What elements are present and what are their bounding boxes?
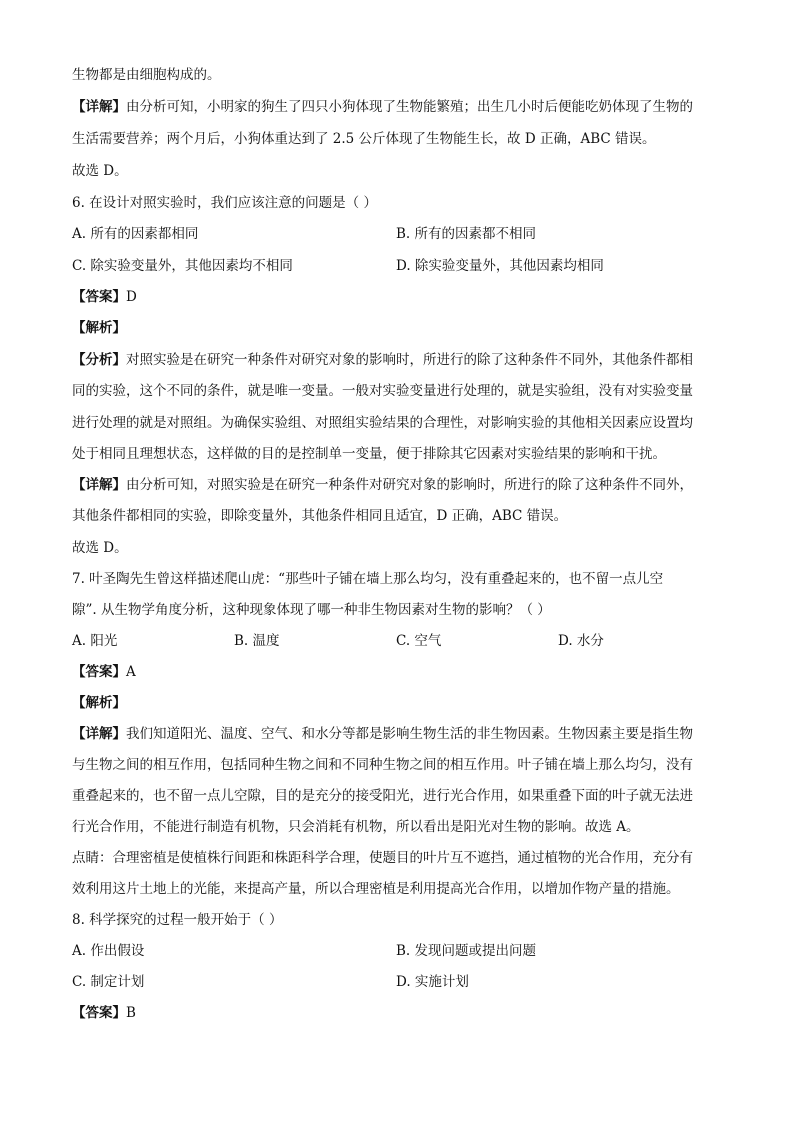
detail-tag: 【详解】 [72,99,126,115]
q6-xiangjie [72,475,693,495]
answer-value: B [126,1005,136,1021]
q6-option-d: D. 除实验变量外，其他因素均相同 [396,258,604,274]
q6-option-c: C. 除实验变量外，其他因素均不相同 [72,258,293,274]
q8-answer [72,1003,136,1023]
question-8: 8. 科学探究的过程一般开始于（ ） [72,912,283,928]
q6-option-b: B. 所有的因素都不相同 [396,226,537,242]
text-span: 由分析可知，对照实验是在研究一种条件对研究对象的影响时，所进行的除了这种条件不同外， [126,477,693,493]
text-line: 同的实验，这个不同的条件，就是唯一变量。一般对实验变量进行处理的，就是实验组，没有对实验变量 [72,383,693,399]
q8-option-b: B. 发现问题或提出问题 [396,943,537,959]
detail-tag: 【详解】 [72,726,126,742]
question-6: 6. 在设计对照实验时，我们应该注意的问题是（ ） [72,195,377,211]
q6-analysis-tag: 【解析】 [72,320,126,336]
text-span: 由分析可知，小明家的狗生了四只小狗体现了生物能繁殖；出生几小时后便能吃奶体现了生物的 [126,99,693,115]
text-span: 我们知道阳光、温度、空气、和水分等都是影响生物生活的非生物因素。生物因素主要是指生物 [126,726,693,742]
detail-tag: 【详解】 [72,477,126,493]
text-line: 生物都是由细胞构成的。 [72,67,221,83]
text-line: 其他条件都相同的实验，即除变量外，其他条件相同且适宜，D 正确，ABC 错误。 [72,508,568,524]
detail-paragraph [72,97,693,117]
text-line: 故选 D。 [72,540,128,556]
q7-option-a: A. 阳光 [72,633,118,649]
answer-value: D [126,289,137,305]
q6-option-a: A. 所有的因素都相同 [72,226,199,242]
text-line: 与生物之间的相互作用，包括同种生物之间和不同种生物之间的相互作用。叶子铺在墙上那么均匀，没有 [72,757,693,773]
fenxi-tag: 【分析】 [72,352,126,368]
q7-option-c: C. 空气 [396,633,442,649]
text-span: 对照实验是在研究一种条件对研究对象的影响时，所进行的除了这种条件不同外，其他条件都相 [126,352,693,368]
answer-tag: 【答案】 [72,289,126,305]
text-line: 点睛：合理密植是使植株行间距和株距科学合理，使题目的叶片互不遮挡，通过植物的光合作用，充分有 [72,850,693,866]
q8-option-c: C. 制定计划 [72,974,145,990]
question-7: 7. 叶圣陶先生曾这样描述爬山虎：“那些叶子铺在墙上那么均匀，没有重叠起来的，也不留一点儿空 [72,571,664,587]
answer-value: A [126,664,136,680]
q7-option-b: B. 温度 [234,633,280,649]
q6-answer [72,287,137,307]
q8-option-a: A. 作出假设 [72,943,145,959]
text-line: 隙”. 从生物学角度分析，这种现象体现了哪一种非生物因素对生物的影响？（ ） [72,602,551,618]
q6-fenxi [72,350,693,370]
q8-option-d: D. 实施计划 [396,974,469,990]
q7-xiangjie [72,724,693,744]
text-line: 进行处理的就是对照组。为确保实验组、对照组实验结果的合理性，对影响实验的其他相关因素应设置均 [72,415,693,431]
answer-tag: 【答案】 [72,1005,126,1021]
text-line: 效利用这片土地上的光能，来提高产量，所以合理密植是利用提高光合作用，以增加作物产量的措施。 [72,881,680,897]
q7-answer [72,662,136,682]
answer-tag: 【答案】 [72,664,126,680]
text-line: 生活需要营养；两个月后，小狗体重达到了 2.5 公斤体现了生物能生长，故 D 正确，ABC 错误。 [72,131,656,147]
text-line: 重叠起来的，也不留一点儿空隙，目的是充分的接受阳光，进行光合作用，如果重叠下面的叶子就无法进 [72,788,693,804]
text-line: 处于相同且理想状态，这样做的目的是控制单一变量，便于排除其它因素对实验结果的影响和干扰。 [72,446,666,462]
text-line: 行光合作用，不能进行制造有机物，只会消耗有机物，所以看出是阳光对生物的影响。故选 A。 [72,819,640,835]
q7-option-d: D. 水分 [558,633,604,649]
text-line: 故选 D。 [72,163,128,179]
q7-analysis-tag: 【解析】 [72,695,126,711]
